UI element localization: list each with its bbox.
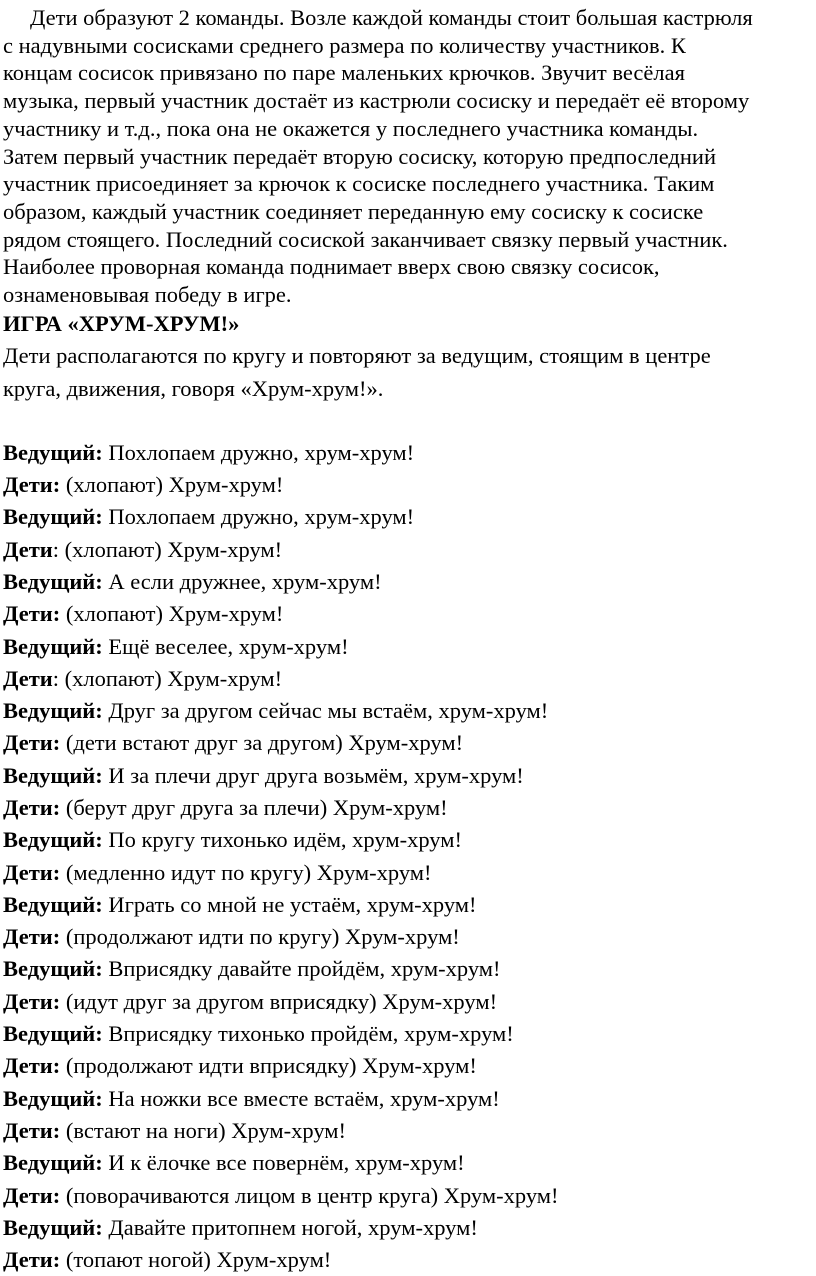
text-line: ознаменовывая победу в игре.: [3, 282, 292, 308]
dialogue-text: И к ёлочке все повернём, хрум-хрум!: [102, 1150, 465, 1176]
speaker-label: Ведущий:: [3, 698, 103, 724]
game-heading: ИГРА «ХРУМ-ХРУМ!»: [3, 310, 240, 336]
speaker-label: Дети:: [3, 472, 61, 498]
intro-paragraph: [3, 4, 816, 309]
colon: :: [52, 536, 60, 562]
dialogue-line: [3, 760, 816, 792]
dialogue-text: Ещё веселее, хрум-хрум!: [102, 633, 349, 659]
dialogue-text: (берут друг друга за плечи) Хрум-хрум!: [60, 795, 448, 820]
dialogue-line: [3, 566, 816, 598]
dialogue-text: Похлопаем дружно, хрум-хрум!: [102, 504, 415, 530]
speaker-label: Ведущий:: [3, 439, 103, 465]
speaker-label: Дети:: [3, 730, 61, 756]
dialogue-line: [3, 1083, 816, 1115]
dialogue-text: Давайте притопнем ногой, хрум-хрум!: [102, 1214, 478, 1240]
dialogue-text: На ножки все вместе встаём, хрум-хрум!: [102, 1085, 500, 1111]
dialogue-line: [3, 889, 816, 921]
dialogue-line: [3, 501, 816, 533]
text-line: музыка, первый участник достаёт из кастрюли сосиску и передаёт её второму: [3, 88, 750, 114]
text-line: участнику и т.д., пока она не окажется у последнего участника команды.: [3, 115, 699, 141]
text-line: Затем первый участник передаёт вторую сосиску, которую предпоследний: [3, 143, 716, 169]
dialogue-text: Похлопаем дружно, хрум-хрум!: [102, 439, 415, 465]
dialogue-line: [3, 695, 816, 727]
text-line: Дети образуют 2 команды. Возле каждой команды стоит большая кастрюля: [30, 5, 753, 30]
dialogue-line: [3, 727, 816, 759]
speaker-label: Ведущий:: [3, 633, 103, 659]
game-description: [3, 339, 816, 405]
dialogue-line: [3, 1180, 816, 1212]
speaker-label: Дети:: [3, 1053, 61, 1079]
dialogue-line: [3, 437, 816, 469]
dialogue-text: (хлопают) Хрум-хрум!: [59, 536, 283, 562]
text-line: рядом стоящего. Последний сосиской заканчивает связку первый участник.: [3, 226, 728, 252]
speaker-label: Ведущий:: [3, 762, 103, 788]
dialogue-text: Друг за другом сейчас мы встаём, хрум-хрум!: [102, 698, 549, 724]
dialogue-text: (поворачиваются лицом в центр круга) Хрум-хрум!: [60, 1182, 559, 1208]
text-line: участник присоединяет за крючок к сосиске последнего участника. Таким: [3, 171, 715, 197]
text-line: с надувными сосисками среднего размера по количеству участников. К: [3, 32, 686, 58]
dialogue-text: (идут друг за другом вприсядку) Хрум-хрум!: [60, 988, 498, 1014]
dialogue-section: [3, 437, 816, 1276]
dialogue-text: (хлопают) Хрум-хрум!: [59, 665, 283, 691]
dialogue-line: [3, 469, 816, 501]
dialogue-text: (продолжают идти вприсядку) Хрум-хрум!: [60, 1053, 477, 1079]
dialogue-line: [3, 986, 816, 1018]
dialogue-line: [3, 1212, 816, 1244]
speaker-label: Ведущий:: [3, 1214, 103, 1240]
text-line: образом, каждый участник соединяет переданную ему сосиску к сосиске: [3, 198, 704, 224]
dialogue-line: [3, 1115, 816, 1147]
speaker-label: Ведущий:: [3, 504, 103, 530]
dialogue-text: Вприсядку давайте пройдём, хрум-хрум!: [102, 956, 501, 982]
speaker-label: Дети:: [3, 859, 61, 885]
speaker-label: Дети:: [3, 795, 61, 820]
speaker-label: Ведущий:: [3, 1150, 103, 1176]
dialogue-line: [3, 824, 816, 856]
dialogue-line: [3, 1147, 816, 1179]
dialogue-text: И за плечи друг друга возьмём, хрум-хрум!: [102, 762, 524, 788]
dialogue-text: (дети встают друг за другом) Хрум-хрум!: [60, 730, 464, 756]
text-line: круга, движения, говоря «Хрум-хрум!».: [3, 375, 384, 401]
speaker-label: Дети:: [3, 924, 61, 950]
dialogue-text: По кругу тихонько идём, хрум-хрум!: [102, 827, 462, 853]
text-line: концам сосисок привязано по паре маленьких крючков. Звучит весёлая: [3, 60, 685, 86]
dialogue-line: [3, 663, 816, 695]
speaker-label: Ведущий:: [3, 956, 103, 982]
dialogue-line: [3, 921, 816, 953]
speaker-label: Ведущий:: [3, 1085, 103, 1111]
dialogue-text: (продолжают идти по кругу) Хрум-хрум!: [60, 924, 460, 950]
dialogue-line: [3, 1050, 816, 1082]
speaker-label: Дети: [3, 665, 53, 691]
dialogue-line: [3, 631, 816, 663]
dialogue-line: [3, 598, 816, 630]
dialogue-text: (хлопают) Хрум-хрум!: [60, 472, 284, 498]
speaker-label: Дети:: [3, 1247, 61, 1273]
text-line: Наиболее проворная команда поднимает вверх свою связку сосисок,: [3, 254, 660, 280]
speaker-label: Дети:: [3, 601, 61, 627]
speaker-label: Ведущий:: [3, 891, 103, 917]
dialogue-text: (встают на ноги) Хрум-хрум!: [60, 1117, 347, 1143]
dialogue-line: [3, 1244, 816, 1276]
dialogue-text: Вприсядку тихонько пройдём, хрум-хрум!: [102, 1021, 514, 1047]
dialogue-line: [3, 792, 816, 824]
blank-line: [3, 405, 816, 437]
dialogue-line: [3, 953, 816, 985]
dialogue-text: (медленно идут по кругу) Хрум-хрум!: [60, 859, 432, 885]
speaker-label: Дети: [3, 536, 53, 562]
speaker-label: Дети:: [3, 1117, 61, 1143]
dialogue-line: [3, 1018, 816, 1050]
speaker-label: Ведущий:: [3, 827, 103, 853]
speaker-label: Ведущий:: [3, 568, 103, 594]
speaker-label: Дети:: [3, 988, 61, 1014]
dialogue-text: Играть со мной не устаём, хрум-хрум!: [102, 891, 477, 917]
text-line: Дети располагаются по кругу и повторяют за ведущим, стоящим в центре: [3, 342, 711, 368]
speaker-label: Дети:: [3, 1182, 61, 1208]
dialogue-text: (хлопают) Хрум-хрум!: [60, 601, 284, 627]
dialogue-line: [3, 857, 816, 889]
dialogue-text: (топают ногой) Хрум-хрум!: [60, 1247, 332, 1273]
colon: :: [52, 665, 60, 691]
dialogue-text: А если дружнее, хрум-хрум!: [102, 568, 382, 594]
dialogue-line: [3, 534, 816, 566]
speaker-label: Ведущий:: [3, 1021, 103, 1047]
